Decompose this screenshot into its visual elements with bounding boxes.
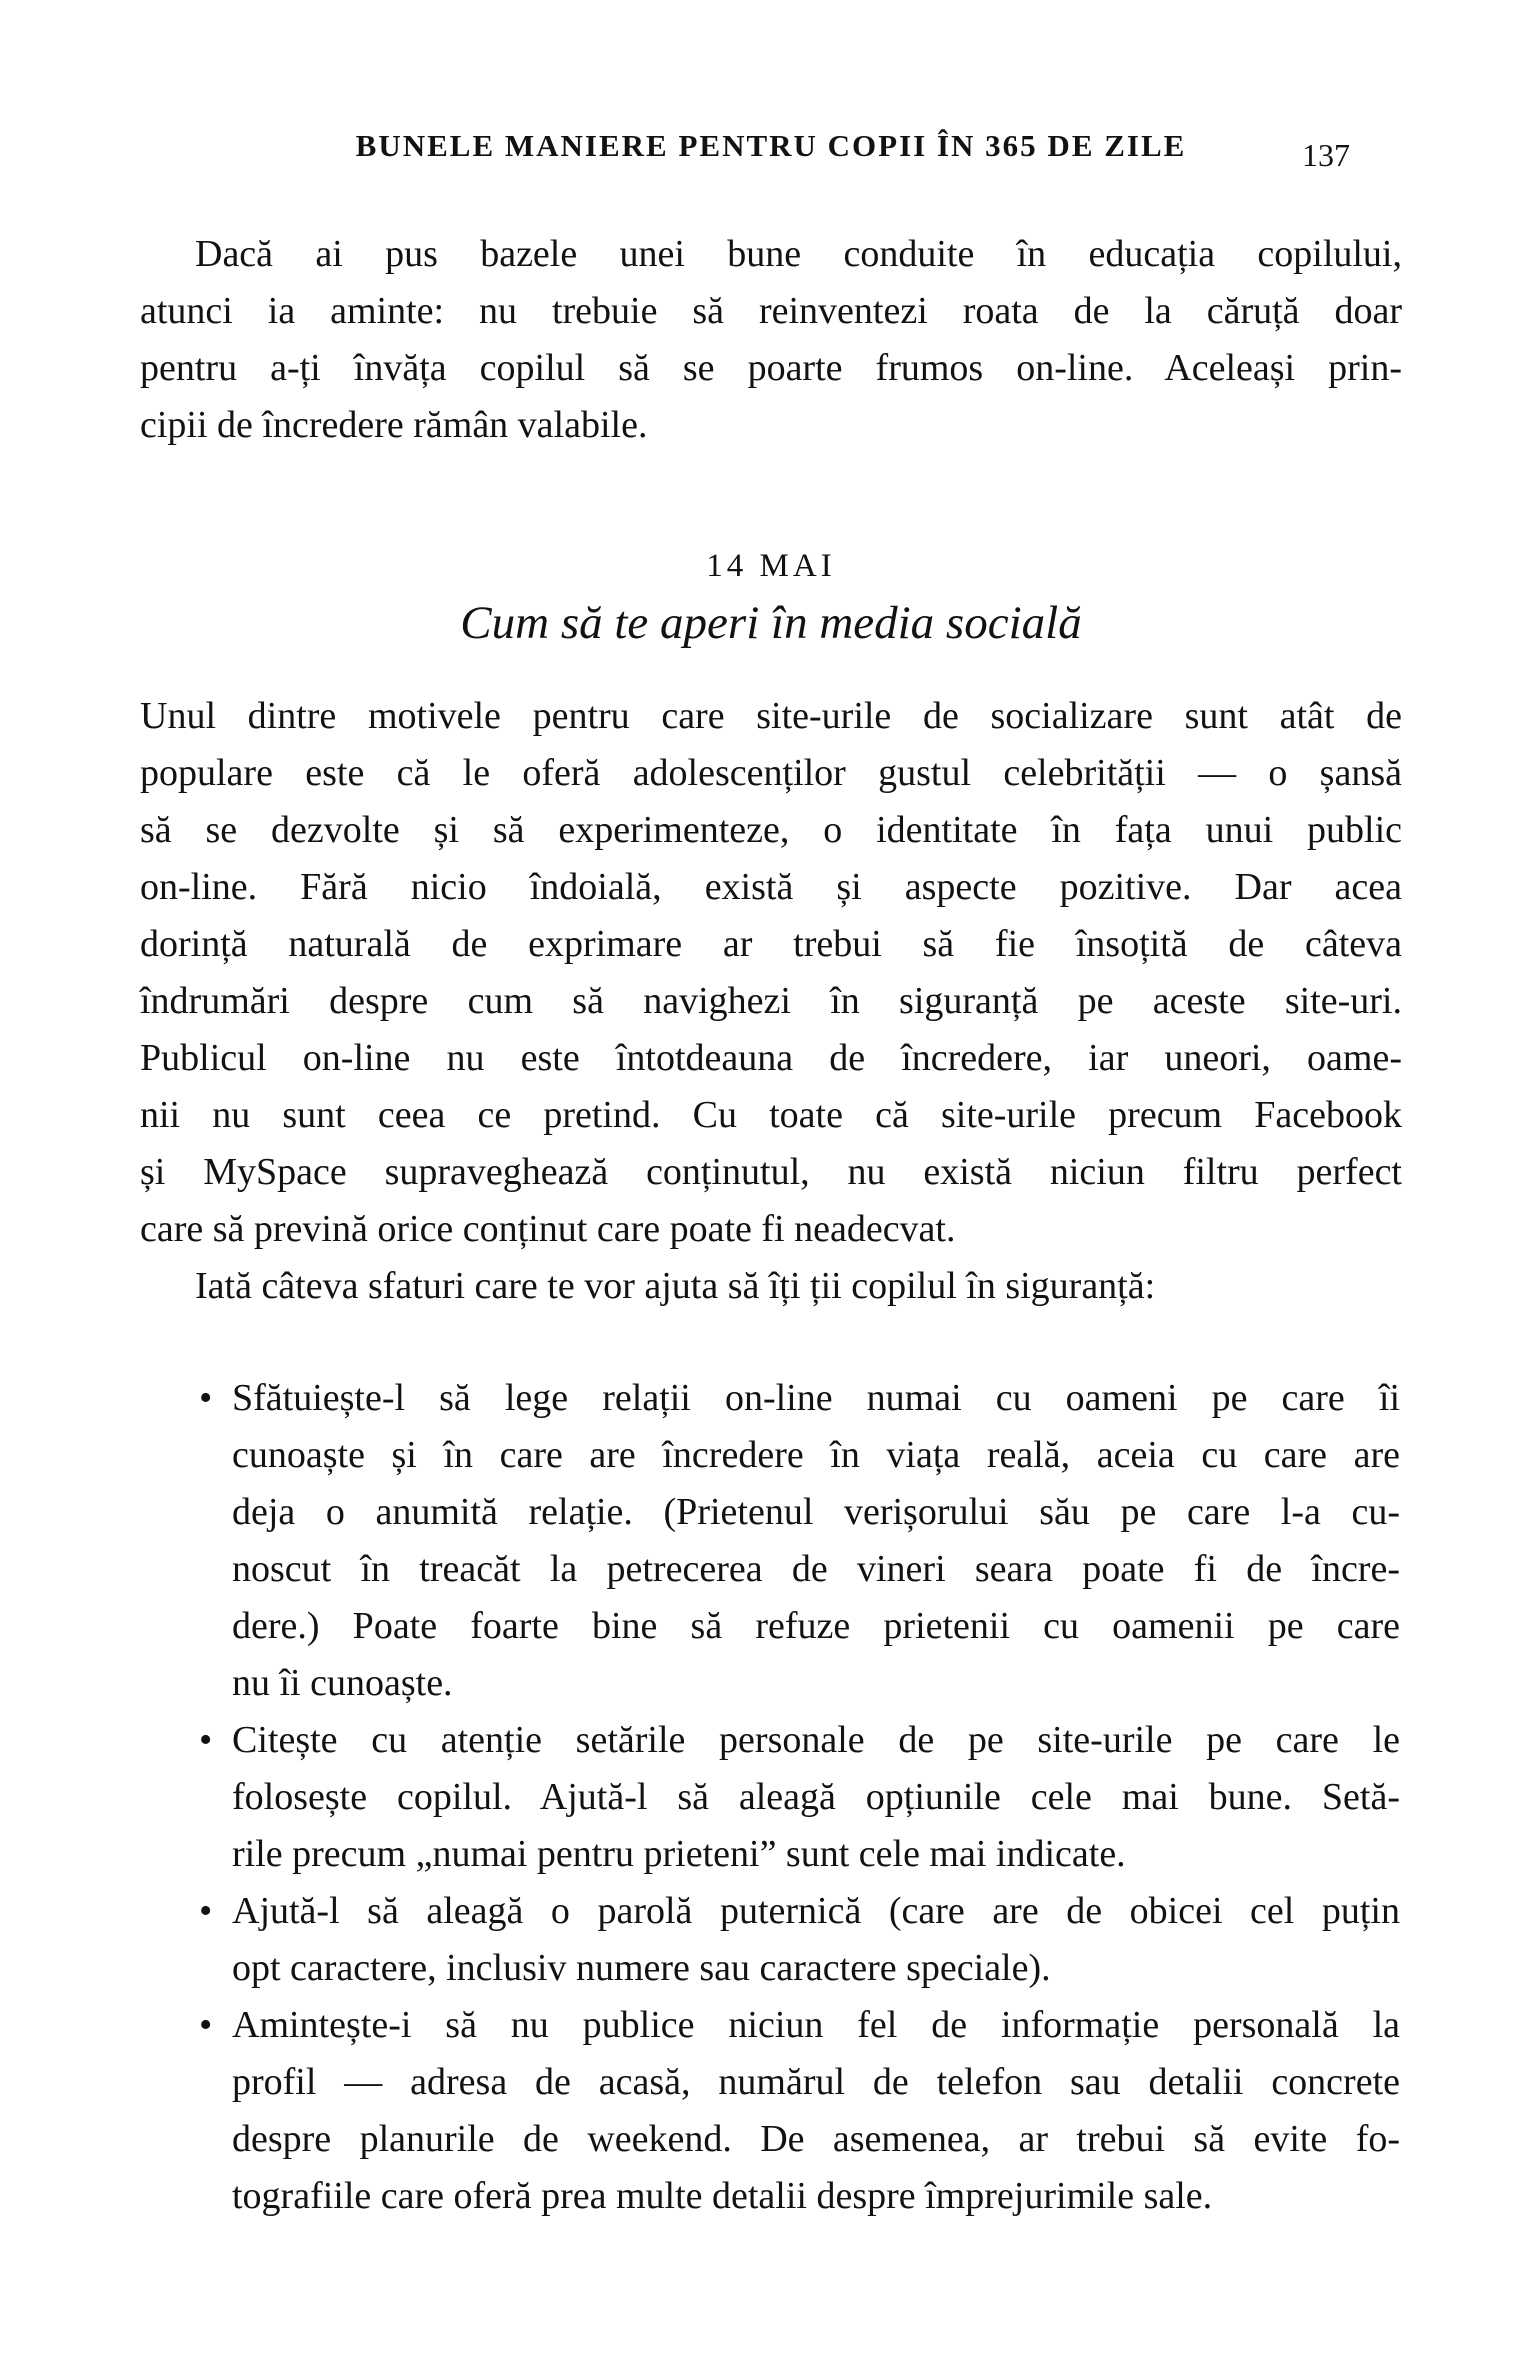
text-line: și MySpace supraveghează conținutul, nu există niciun filtru perfect bbox=[140, 1151, 1402, 1193]
text-line: nu îi cunoaște. bbox=[232, 1662, 453, 1704]
text-line: tografiile care oferă prea multe detalii despre împrejurimile sale. bbox=[232, 2175, 1213, 2217]
text-line: Publicul on-line nu este întotdeauna de încredere, iar uneori, oame- bbox=[140, 1037, 1402, 1079]
section-date-heading: 14 MAI bbox=[706, 548, 836, 584]
text-line: să se dezvolte și să experimenteze, o identitate în fața unui public bbox=[140, 809, 1402, 851]
bullet-item-strong-password bbox=[232, 1883, 1400, 1997]
text-line: atunci ia aminte: nu trebuie să reinventezi roata de la căruță doar bbox=[140, 290, 1402, 332]
text-line: • Ajută-l să aleagă o parolă puternică (care are de obicei cel puțin bbox=[232, 1890, 1400, 1932]
text-line: despre planurile de weekend. De asemenea, ar trebui să evite fo- bbox=[232, 2118, 1400, 2160]
text-line: cipii de încredere rămân valabile. bbox=[140, 404, 648, 446]
body-paragraph bbox=[140, 688, 1402, 1258]
text-line: on-line. Fără nicio îndoială, există și aspecte pozitive. Dar acea bbox=[140, 866, 1402, 908]
text-line: îndrumări despre cum să navighezi în siguranță pe aceste site-uri. bbox=[140, 980, 1402, 1022]
text-line: • Sfătuiește-l să lege relații on-line numai cu oameni pe care îi bbox=[232, 1377, 1400, 1419]
text-line: rile precum „numai pentru prieteni” sunt cele mai indicate. bbox=[232, 1833, 1126, 1875]
running-header bbox=[140, 0, 1402, 174]
text-line: • Amintește-i să nu publice niciun fel de informație personală la bbox=[232, 2004, 1400, 2046]
text-line: pentru a-ți învăța copilul să se poarte frumos on-line. Aceleași prin- bbox=[140, 347, 1402, 389]
text-line: profil — adresa de acasă, numărul de telefon sau detalii concrete bbox=[232, 2061, 1400, 2103]
text-line: opt caractere, inclusiv numere sau caractere speciale). bbox=[232, 1947, 1051, 1989]
bullet-item-privacy-settings bbox=[232, 1712, 1400, 1883]
text-line: • Citește cu atenție setările personale de pe site-urile pe care le bbox=[232, 1719, 1400, 1761]
text-line: deja o anumită relație. (Prietenul verișorului său pe care l-a cu- bbox=[232, 1491, 1400, 1533]
intro-paragraph bbox=[140, 226, 1402, 454]
text-line: Iată câteva sfaturi care te vor ajuta să îți ții copilul în siguranță: bbox=[195, 1265, 1156, 1307]
text-line: noscut în treacăt la petrecerea de vineri seara poate fi de încre- bbox=[232, 1548, 1400, 1590]
text-line: populare este că le oferă adolescenților gustul celebrității — o șansă bbox=[140, 752, 1402, 794]
text-column bbox=[140, 0, 1402, 2225]
tips-bullet-list bbox=[140, 1370, 1402, 2225]
bullet-item-know-people bbox=[232, 1370, 1400, 1712]
text-line: nii nu sunt ceea ce pretind. Cu toate că site-urile precum Facebook bbox=[140, 1094, 1402, 1136]
text-line: cunoaște și în care are încredere în viața reală, aceia cu care are bbox=[232, 1434, 1400, 1476]
text-line: folosește copilul. Ajută-l să aleagă opțiunile cele mai bune. Setă- bbox=[232, 1776, 1400, 1818]
bullet-item-personal-info bbox=[232, 1997, 1400, 2225]
tips-intro-paragraph bbox=[140, 1258, 1402, 1315]
text-line: Unul dintre motivele pentru care site-urile de socializare sunt atât de bbox=[140, 695, 1402, 737]
text-line: Dacă ai pus bazele unei bune conduite în educația copilului, bbox=[195, 233, 1402, 275]
running-title: BUNELE MANIERE PENTRU COPII ÎN 365 DE ZILE bbox=[355, 128, 1187, 163]
page-number: 137 bbox=[1302, 137, 1350, 173]
text-line: dorință naturală de exprimare ar trebui să fie însoțită de câteva bbox=[140, 923, 1402, 965]
section-title: Cum să te aperi în media socială bbox=[460, 597, 1082, 649]
text-line: care să prevină orice conținut care poate fi neadecvat. bbox=[140, 1208, 956, 1250]
text-line: dere.) Poate foarte bine să refuze prietenii cu oamenii pe care bbox=[232, 1605, 1400, 1647]
